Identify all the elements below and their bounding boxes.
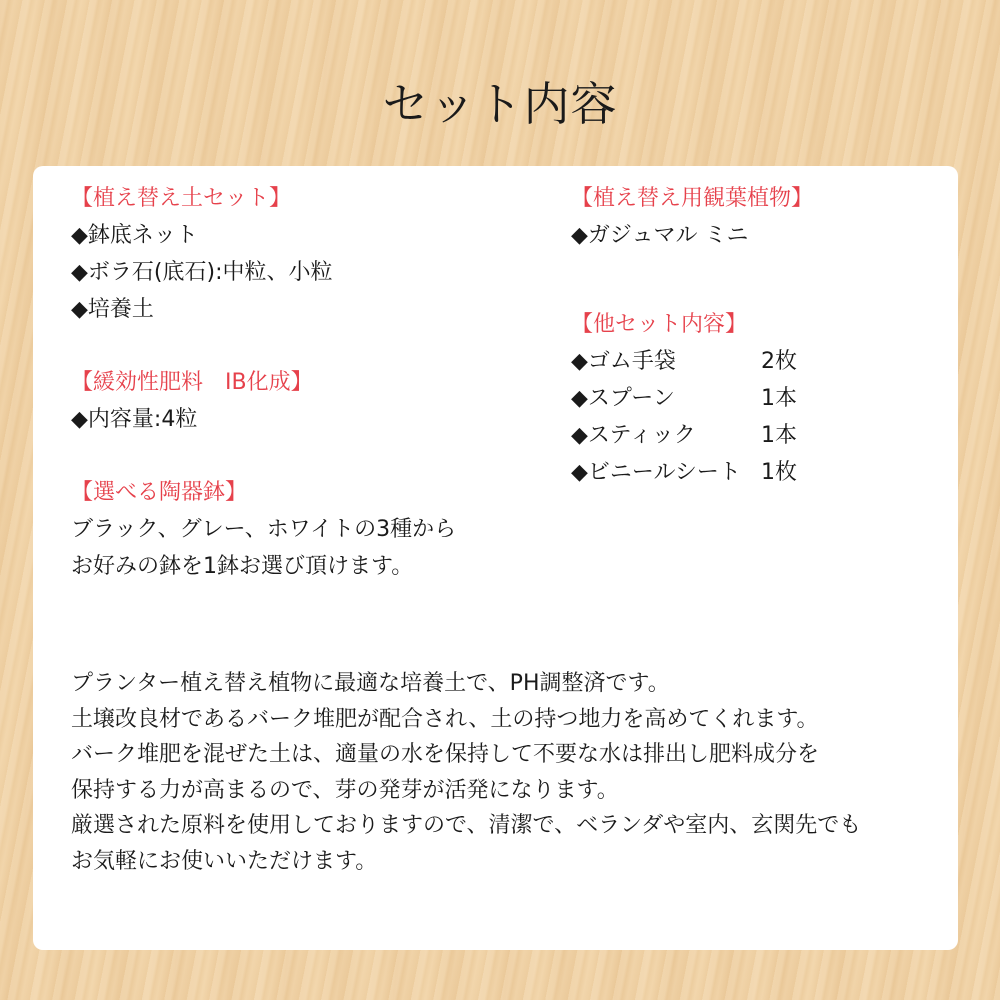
right-column [571,180,951,491]
fertilizer-heading: 【緩効性肥料 IB化成】 [71,370,313,395]
plant-heading: 【植え替え用観葉植物】 [571,186,814,211]
others-item [571,380,951,417]
others-item-qty: 1本 [761,386,797,411]
description-line: 厳選された原料を使用しておりますので、清潔で、ベランダや室内、玄関先でも [71,813,862,838]
others-item [571,417,951,454]
soil-set-item: ◆ボラ石(底石):中粒、小粒 [71,260,333,285]
others-item [571,343,951,380]
others-item-name: ◆ビニールシート [571,460,741,485]
description-line: お気軽にお使いいただけます。 [71,848,378,874]
fertilizer-item: ◆内容量:4粒 [71,407,198,432]
description [71,666,931,879]
others-item-name: ◆スティック [571,423,696,448]
description-line: 保持する力が高まるので、芽の発芽が活発になります。 [71,777,619,803]
others-item-qty: 1枚 [761,460,797,485]
plant-item: ◆ガジュマル ミニ [571,223,749,248]
others-item-name: ◆ゴム手袋 [571,349,676,374]
page-title: セット内容 [382,77,618,131]
others-heading: 【他セット内容】 [571,312,748,337]
others-item-qty: 2枚 [761,349,797,374]
soil-set-item: ◆鉢底ネット [71,223,198,248]
others-item-name: ◆スプーン [571,386,675,411]
description-line: 土壌改良材であるバーク堆肥が配合され、土の持つ地力を高めてくれます。 [71,706,819,732]
description-line: バーク堆肥を混ぜた土は、適量の水を保持して不要な水は排出し肥料成分を [71,742,820,767]
others-item [571,454,951,491]
pot-text: ブラック、グレー、ホワイトの3種から [71,517,457,542]
content-card [33,166,958,950]
others-item-qty: 1本 [761,423,797,448]
description-line: プランター植え替え植物に最適な培養土で、PH調整済です。 [71,671,670,696]
pot-text: お好みの鉢を1鉢お選び頂けます。 [71,554,414,579]
soil-set-item: ◆培養土 [71,297,154,322]
pot-heading: 【選べる陶器鉢】 [71,480,248,505]
left-column [71,180,531,585]
soil-set-heading: 【植え替え土セット】 [71,186,292,211]
